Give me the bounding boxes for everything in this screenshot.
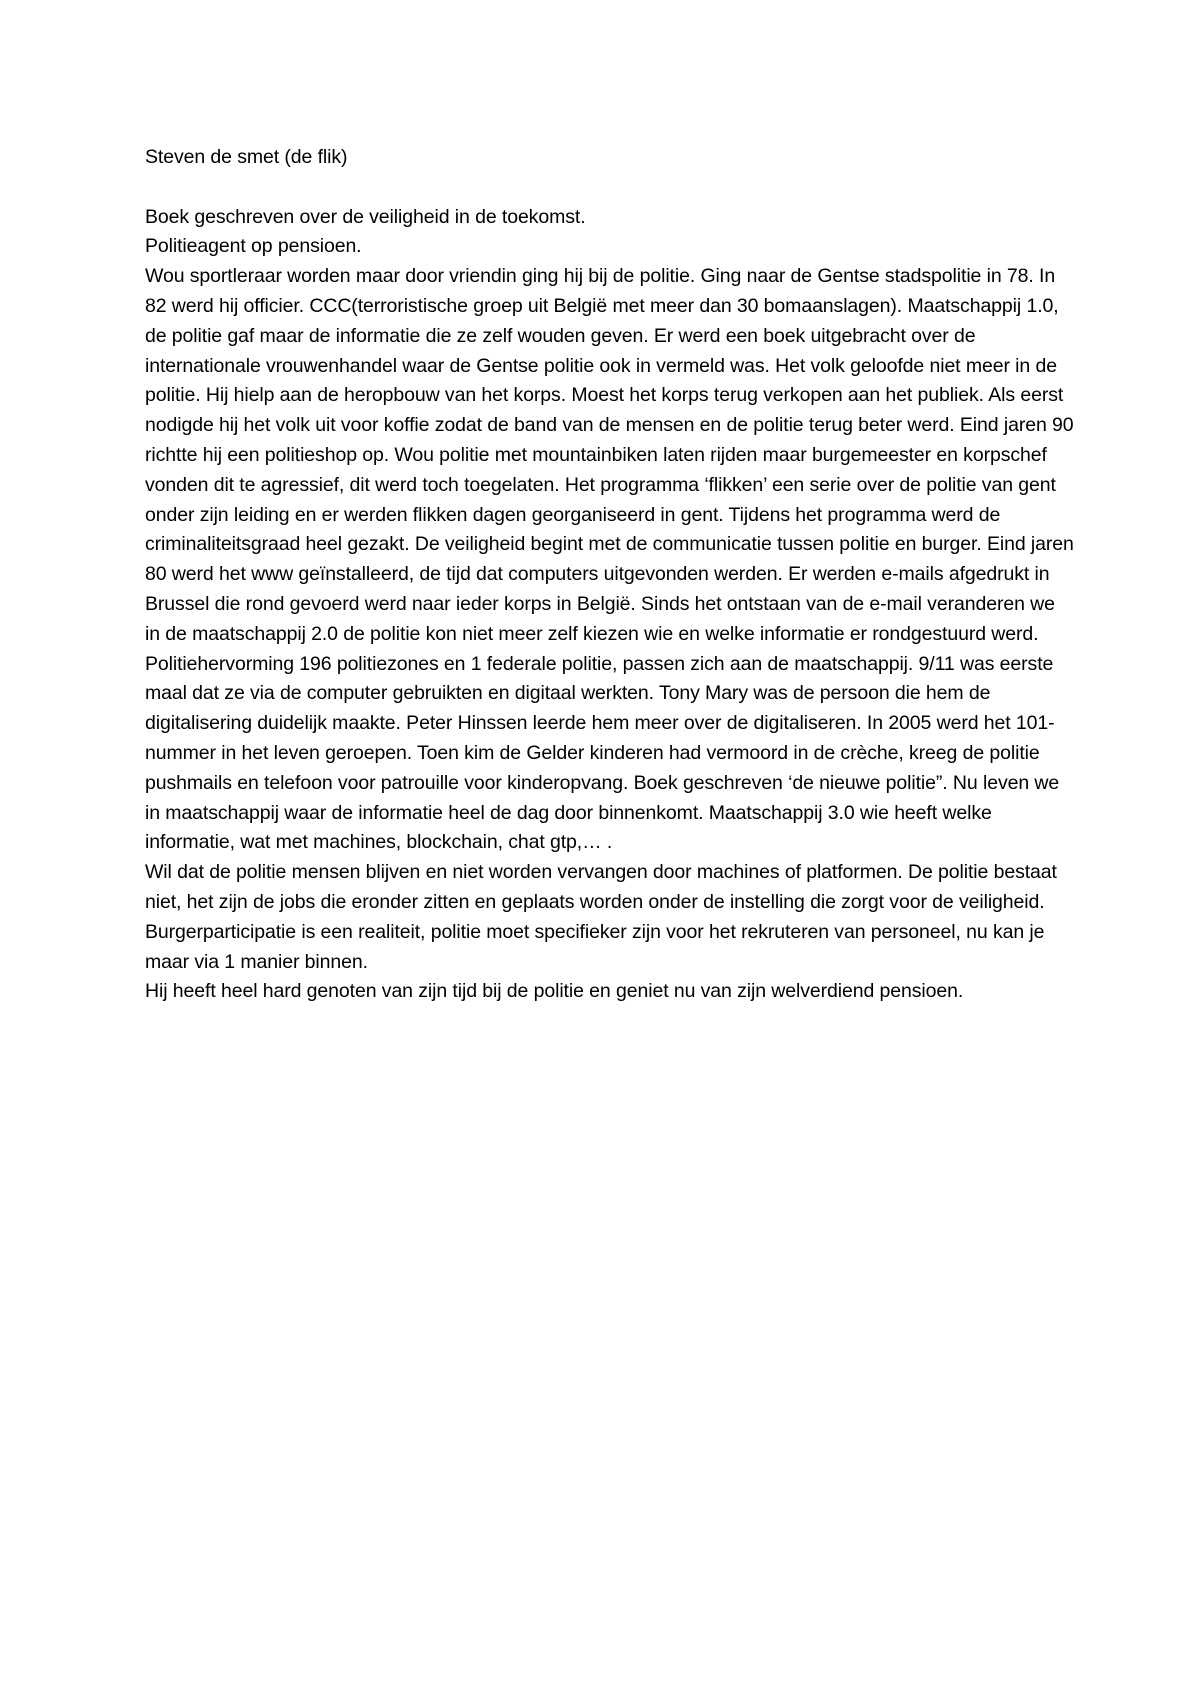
document-body	[145, 143, 1075, 1007]
paragraph-book: Boek geschreven over de veiligheid in de toekomst.	[145, 205, 586, 228]
paragraph-pension: Politieagent op pensioen.	[145, 235, 362, 258]
paragraph-closing: Hij heeft heel hard genoten van zijn tijd bij de politie en geniet nu van zijn welverdiend pensioen.	[145, 980, 964, 1003]
paragraph-vision: Wil dat de politie mensen blijven en niet worden vervangen door machines of platformen. De politie bestaat niet, het zijn de jobs die eronder zitten en geplaats worden onder de instelling die zorgt voor de veiligheid. Burgerparticipatie is een realiteit, politie moet specifieker zijn voor het rekruteren van personeel, nu kan je maar via 1 manier binnen.	[145, 861, 1057, 973]
document-title: Steven de smet (de flik)	[145, 146, 348, 168]
paragraph-career: Wou sportleraar worden maar door vriendin ging hij bij de politie. Ging naar de Gentse stadspolitie in 78. In 82 werd hij officier. CCC(terroristische groep uit België met meer dan 30 bomaanslagen). Maatschappij 1.0, de politie gaf maar de informatie die ze zelf wouden geven. Er werd een boek uitgebracht over de internationale vrouwenhandel waar de Gentse politie ook in vermeld was. Het volk geloofde niet meer in de politie. Hij hielp aan de heropbouw van het korps. Moest het korps terug verkopen aan het publiek. Als eerst nodigde hij het volk uit voor koffie zodat de band van de mensen en de politie terug beter werd. Eind jaren 90 richtte hij een politieshop op. Wou politie met mountainbiken laten rijden maar burgemeester en korpschef vonden dit te agressief, dit werd toch toegelaten. Het programma ‘flikken’ een serie over de politie van gent onder zijn leiding en er werden flikken dagen georganiseerd in gent. Tijdens het programma werd de criminaliteitsgraad heel gezakt. De veiligheid begint met de communicatie tussen politie en burger. Eind jaren 80 werd het www geïnstalleerd, de tijd dat computers uitgevonden werden. Er werden e-mails afgedrukt in Brussel die rond gevoerd werd naar ieder korps in België. Sinds het ontstaan van de e-mail veranderen we in de maatschappij 2.0 de politie kon niet meer zelf kiezen wie en welke informatie er rondgestuurd werd. Politiehervorming 196 politiezones en 1 federale politie, passen zich aan de maatschappij. 9/11 was eerste maal dat ze via de computer gebruikten en digitaal werkten. Tony Mary was de persoon die hem de digitalisering duidelijk maakte. Peter Hinssen leerde hem meer over de digitaliseren. In 2005 werd het 101-nummer in het leven geroepen. Toen kim de Gelder kinderen had vermoord in de crèche, kreeg de politie pushmails en telefoon voor patrouille voor kinderopvang. Boek geschreven ‘de nieuwe politie”. Nu leven we in maatschappij waar de informatie heel de dag door binnenkomt. Maatschappij 3.0 wie heeft welke informatie, wat met machines, blockchain, chat gtp,… .	[145, 265, 1074, 854]
